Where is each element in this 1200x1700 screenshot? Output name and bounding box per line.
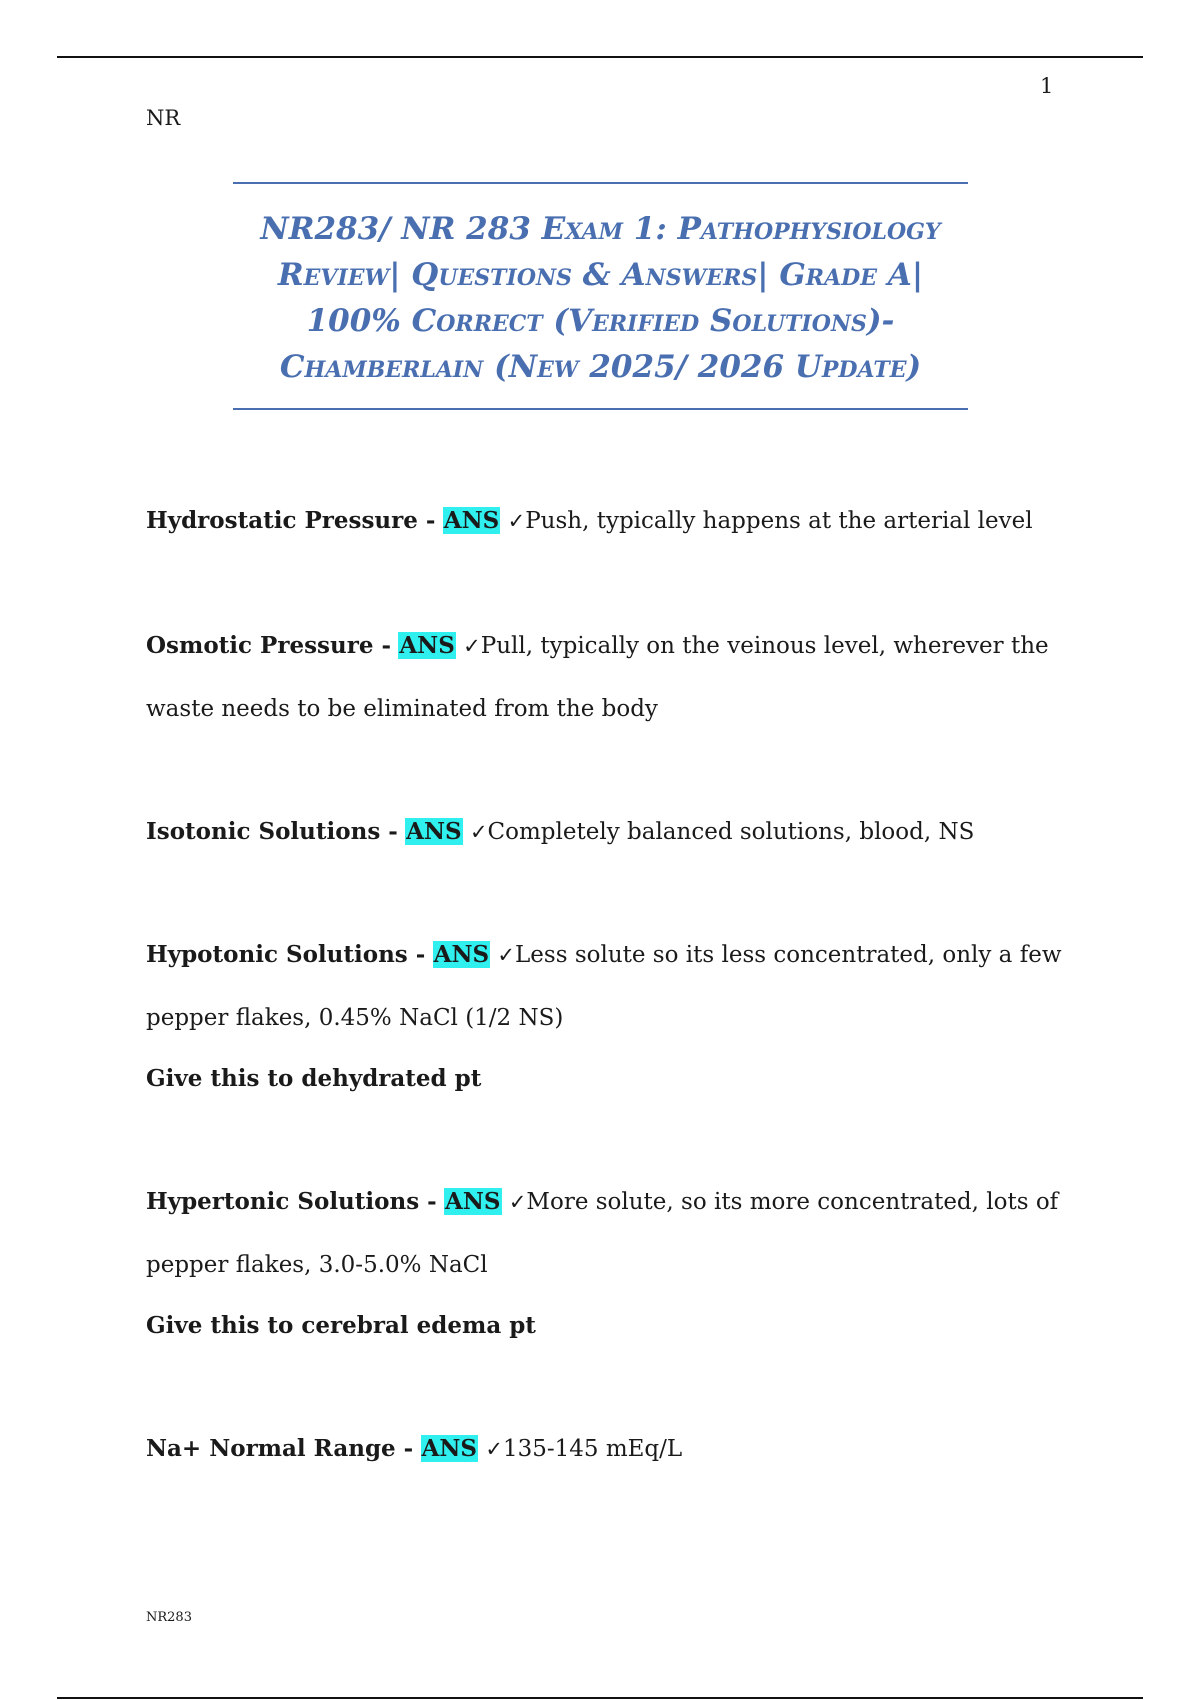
check-icon: ✓: [485, 1437, 503, 1461]
ans-badge: ANS: [443, 507, 500, 534]
page-number: 1: [1040, 74, 1054, 98]
header-label: NR: [146, 106, 181, 130]
footer-rule: [57, 1697, 1143, 1699]
qa-item-hypertonic: [146, 1187, 1058, 1217]
term: Hypertonic Solutions -: [146, 1188, 437, 1215]
answer-text: Completely balanced solutions, blood, NS: [487, 819, 975, 845]
term: Hydrostatic Pressure -: [146, 507, 436, 534]
document-title: [233, 182, 968, 410]
answer-text: 135-145 mEq/L: [502, 1436, 683, 1462]
answer-continuation: waste needs to be eliminated from the body: [146, 696, 658, 722]
title-line-2: Review| Questions & Answers| Grade A|: [277, 257, 924, 293]
answer-text: Less solute so its less concentrated, only a few: [515, 942, 1062, 968]
ans-badge: ANS: [399, 632, 455, 659]
title-line-4: Chamberlain (New 2025/ 2026 Update): [279, 349, 922, 385]
check-icon: ✓: [507, 509, 526, 533]
ans-badge: ANS: [406, 818, 462, 845]
check-icon: ✓: [508, 1190, 527, 1214]
answer-text: Pull, typically on the veinous level, wherever the: [480, 633, 1049, 659]
header-rule: [57, 56, 1143, 58]
answer-text: Push, typically happens at the arterial level: [525, 508, 1033, 534]
title-line-3: 100% Correct (Verified Solutions)-: [306, 303, 895, 339]
clinical-note: Give this to dehydrated pt: [146, 1065, 482, 1092]
answer-continuation: pepper flakes, 0.45% NaCl (1/2 NS): [146, 1005, 564, 1031]
answer-text: More solute, so its more concentrated, lots of: [526, 1189, 1059, 1215]
check-icon: ✓: [469, 820, 488, 844]
term: Na+ Normal Range -: [146, 1435, 414, 1462]
ans-badge: ANS: [445, 1188, 501, 1215]
qa-item-hypotonic: [146, 940, 1062, 970]
term: Hypotonic Solutions -: [146, 941, 426, 968]
clinical-note: Give this to cerebral edema pt: [146, 1312, 536, 1339]
qa-item-sodium-range: [146, 1434, 682, 1464]
qa-item-osmotic: [146, 631, 1049, 661]
footer-label: NR283: [146, 1610, 192, 1625]
qa-item-isotonic: [146, 817, 974, 847]
answer-continuation: pepper flakes, 3.0-5.0% NaCl: [146, 1252, 488, 1278]
ans-badge: ANS: [421, 1435, 478, 1462]
check-icon: ✓: [497, 943, 516, 967]
ans-badge: ANS: [433, 941, 490, 968]
term: Isotonic Solutions -: [146, 818, 398, 845]
term: Osmotic Pressure -: [146, 632, 392, 659]
check-icon: ✓: [463, 634, 481, 658]
title-line-1: NR283/ NR 283 Exam 1: Pathophysiology: [260, 211, 941, 247]
qa-item-hydrostatic: [146, 506, 1033, 536]
